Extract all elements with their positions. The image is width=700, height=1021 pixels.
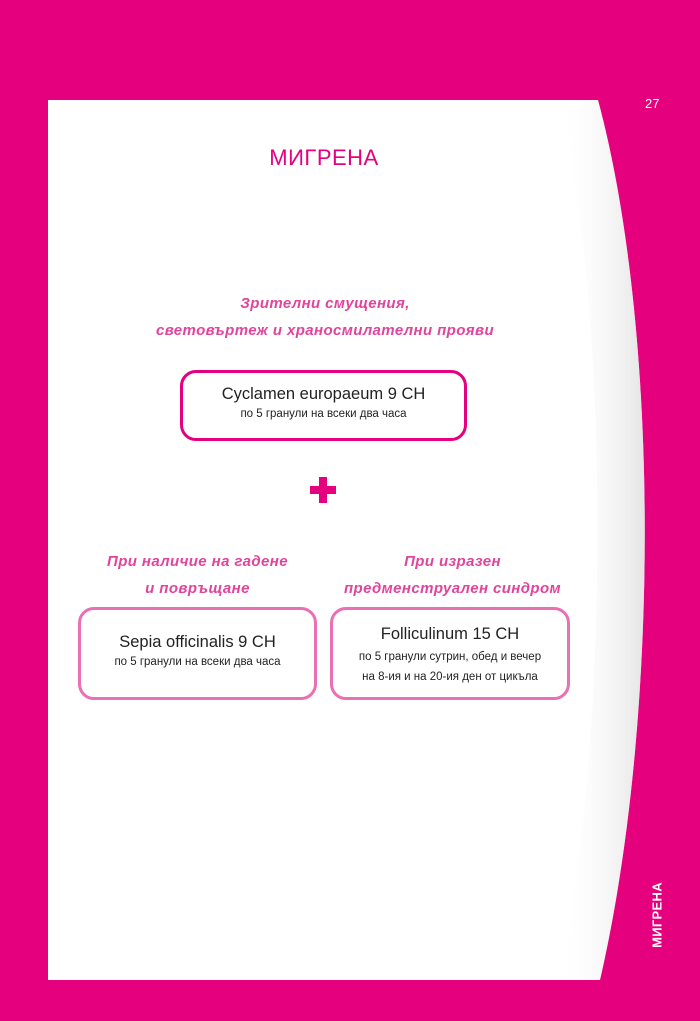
plus-icon	[310, 477, 336, 503]
dose-line: по 5 гранули сутрин, обед и вечер	[358, 651, 542, 663]
remedy-dose: по 5 гранули на всеки два часа	[240, 408, 407, 420]
remedy-name: Sepia officinalis 9 CH	[119, 633, 276, 651]
heading-line: и повръщане	[145, 580, 250, 597]
dose-line: на 8-ия и на 20-ия ден от цикъла	[362, 671, 538, 683]
heading-line: При изразен	[404, 553, 501, 570]
section-side-tab	[645, 880, 669, 950]
side-tab-label: МИГРЕНА	[649, 882, 665, 948]
page-title: МИГРЕНА	[269, 145, 379, 170]
page-number: 27	[645, 96, 660, 111]
nausea-heading	[80, 548, 315, 602]
heading-line: Зрителни смущения,	[240, 295, 410, 312]
symptoms-heading	[100, 290, 550, 344]
remedy-box-folliculinum	[330, 607, 570, 700]
page-sheet	[48, 100, 645, 980]
remedy-name: Cyclamen europaeum 9 CH	[221, 385, 426, 403]
remedy-dose	[333, 647, 567, 687]
remedy-box-cyclamen	[180, 370, 467, 441]
heading-line: предменструален синдром	[343, 580, 562, 597]
heading-line: световъртеж и храносмилателни прояви	[155, 322, 495, 339]
remedy-name: Folliculinum 15 CH	[380, 625, 520, 643]
pms-heading	[315, 548, 590, 602]
remedy-box-sepia	[78, 607, 317, 700]
heading-line: При наличие на гадене	[107, 553, 288, 570]
remedy-dose: по 5 гранули на всеки два часа	[114, 656, 281, 668]
